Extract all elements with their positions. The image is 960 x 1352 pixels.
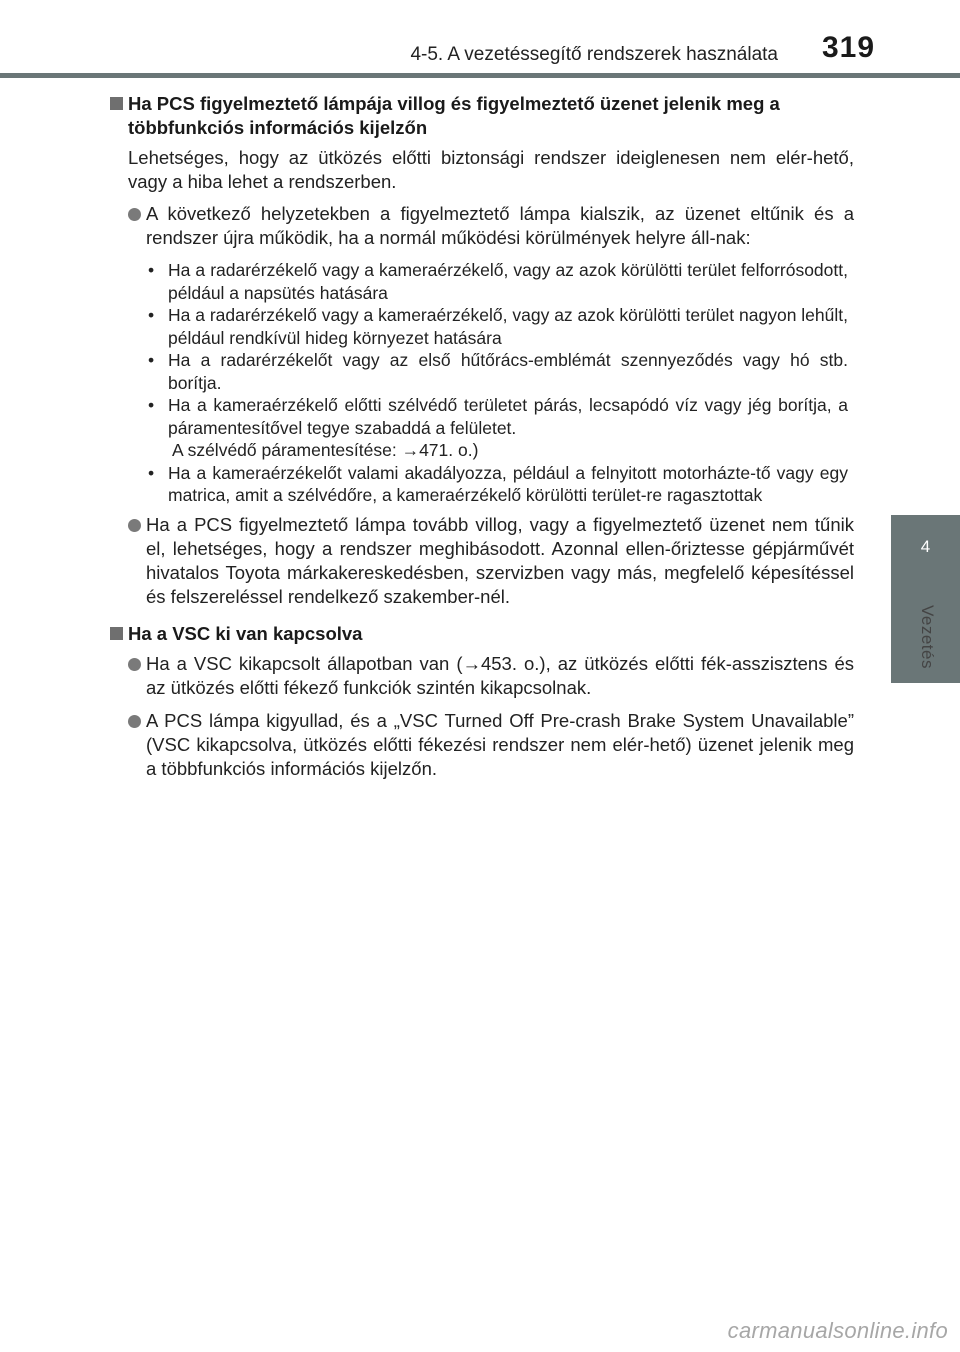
cross-reference-note: A szélvédő páramentesítése: →471. o.) [172, 440, 479, 460]
bullet-text: Ha a radarérzékelőt vagy az első hűtőrács-emblémát szennyeződés vagy hó stb. borítja. [168, 350, 848, 393]
bullet-dot-icon: • [148, 305, 155, 325]
circle-bullet-icon [128, 208, 141, 221]
bullet-text: Ha a kameraérzékelő előtti szélvédő területet párás, lecsapódó víz vagy jég borítja, a páramentesítővel tegye szabaddá a felületet. [168, 395, 848, 438]
bullet-item [148, 349, 848, 394]
circle-bullet-icon [128, 519, 141, 532]
section-heading-text: Ha a VSC ki van kapcsolva [128, 622, 363, 644]
page-content [110, 92, 854, 790]
list-item-text: Ha a VSC kikapcsolt állapotban van (→453. o.), az ütközés előtti fék-asszisztens és az ütközés előtti fékező funkciók szintén kikapcsolnak. [146, 652, 854, 698]
list-item-text: A PCS lámpa kigyullad, és a „VSC Turned Off Pre-crash Brake System Unavailable” (VSC kikapcsolva, ütközés előtti fékezési rendszer nem elér-hető) üzenet jelenik meg a többfunkciós információs kijelzőn. [146, 709, 854, 779]
circle-bullet-icon [128, 715, 141, 728]
square-bullet-icon [110, 97, 123, 110]
bullet-dot-icon: • [148, 395, 155, 415]
bullet-text: Ha a radarérzékelő vagy a kameraérzékelő, vagy az azok körülötti terület nagyon lehűlt, például rendkívül hideg környezet hatására [168, 305, 848, 348]
section-intro-paragraph: Lehetséges, hogy az ütközés előtti biztonsági rendszer ideiglenesen nem elér-hető, vagy a hiba lehet a rendszerben. [128, 147, 854, 192]
list-item [128, 652, 854, 700]
chapter-number: 4 [920, 537, 931, 556]
bullet-item [148, 304, 848, 349]
circle-bullet-icon [128, 658, 141, 671]
bullet-item [148, 394, 848, 462]
bullet-dot-icon: • [148, 350, 155, 370]
bullet-text: Ha a kameraérzékelőt valami akadályozza, például a felnyitott motorházte-tő vagy egy matrica, amit a szélvédőre, a kameraérzékelő körülötti terület-re ragasztottak [168, 462, 848, 505]
section-heading-vsc-off [110, 622, 854, 646]
list-item-text: Ha a PCS figyelmeztető lámpa tovább villog, vagy a figyelmeztető üzenet nem tűnik el, lehetséges, hogy a rendszer meghibásodott. Azonnal ellen-őriztesse gépjárművét hivatalos Toyota márkakereskedésben, szervizben vagy más, megfelelő képesítéssel és felszereléssel rendelkező szakember-nél. [146, 513, 854, 607]
running-header-title: 4-5. A vezetéssegítő rendszerek használata [410, 44, 778, 65]
bullet-dot-icon: • [148, 462, 155, 483]
bullet-item [148, 462, 848, 507]
bullet-dot-icon: • [148, 260, 155, 280]
list-item-text: A következő helyzetekben a figyelmeztető lámpa kialszik, az üzenet eltűnik és a rendszer újra működik, ha a normál működési körülmények helyre áll-nak: [146, 203, 854, 248]
square-bullet-icon [110, 627, 123, 640]
chapter-side-label [916, 605, 938, 685]
section-heading-pcs-warning [110, 92, 854, 140]
bullet-text: Ha a radarérzékelő vagy a kameraérzékelő, vagy az azok körülötti terület felforrósodott, például a napsütés hatására [168, 260, 848, 303]
section-heading-text: Ha PCS figyelmeztető lámpája villog és figyelmeztető üzenet jelenik meg a többfunkciós információs kijelzőn [128, 93, 780, 138]
list-item [128, 513, 854, 609]
watermark-logo: carmanualsonline.info [727, 1318, 948, 1343]
list-item [128, 202, 854, 250]
condition-bullet-list [148, 259, 848, 507]
page-number: 319 [822, 31, 876, 64]
list-item [128, 709, 854, 781]
header-rule [0, 73, 960, 78]
bullet-item [148, 259, 848, 304]
chapter-label: Vezetés [918, 605, 937, 669]
